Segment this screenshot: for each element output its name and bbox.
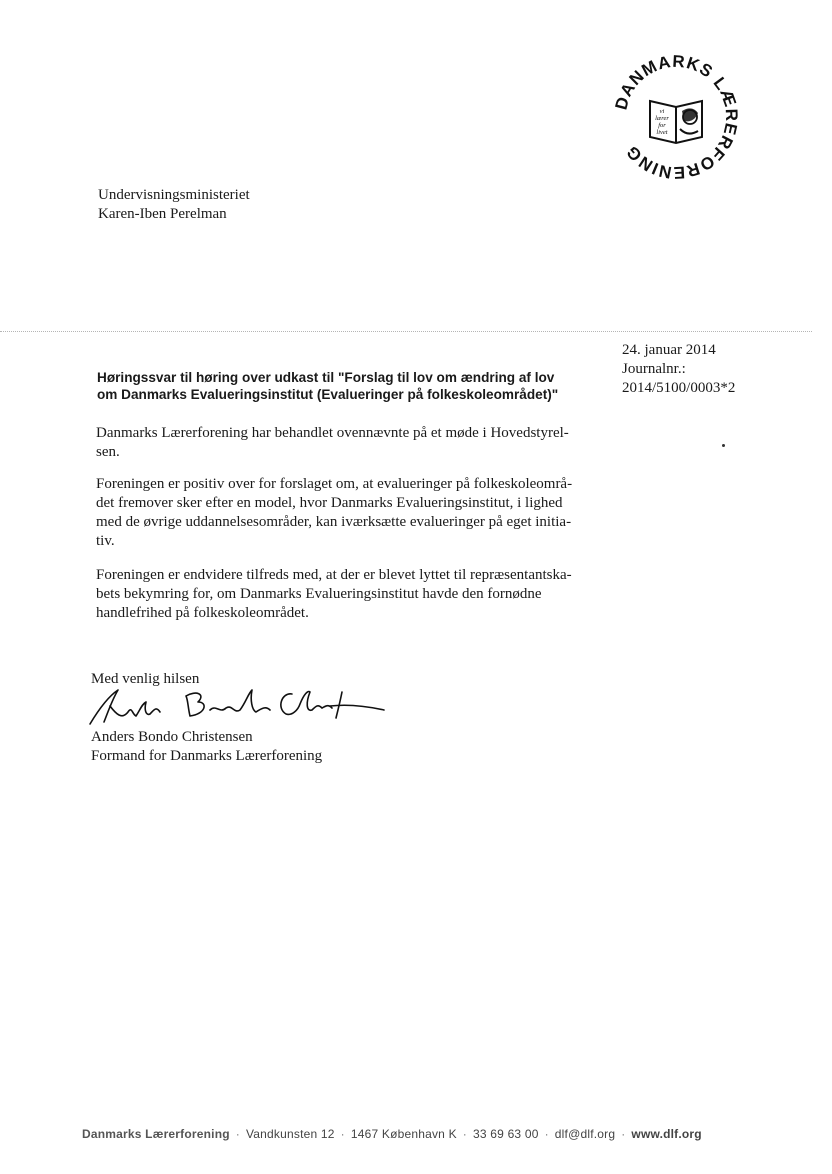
footer-separator: · bbox=[235, 1127, 240, 1141]
recipient-person: Karen-Iben Perelman bbox=[98, 206, 227, 222]
organization-logo bbox=[612, 53, 740, 181]
journal-number: 2014/5100/0003*2 bbox=[622, 380, 736, 396]
logo-book-word-3: for bbox=[658, 122, 666, 129]
recipient-organization: Undervisningsministeriet bbox=[98, 187, 250, 203]
letter-footer bbox=[82, 1127, 702, 1141]
closing-greeting: Med venlig hilsen bbox=[91, 671, 200, 687]
journal-label: Journalnr.: bbox=[622, 361, 686, 377]
footer-city: 1467 København K bbox=[350, 1127, 457, 1141]
paragraph-line: sen. bbox=[96, 444, 120, 460]
footer-organization: Danmarks Lærerforening bbox=[82, 1127, 230, 1141]
subject-line-2: om Danmarks Evalueringsinstitut (Evalueringer på folkeskoleområdet)" bbox=[97, 387, 559, 402]
signer-name: Anders Bondo Christensen bbox=[91, 729, 253, 745]
signature-graphic bbox=[86, 684, 386, 728]
paragraph-line: med de øvrige uddannelsesområder, kan iværksætte evalueringer på eget initia- bbox=[96, 514, 572, 530]
footer-address: Vandkunsten 12 bbox=[245, 1127, 335, 1141]
logo-ring-text: DANMARKS LÆRERFORENING bbox=[612, 53, 740, 181]
signer-title: Formand for Danmarks Lærerforening bbox=[91, 748, 323, 764]
footer-separator: · bbox=[621, 1127, 626, 1141]
paragraph-line: handlefrihed på folkeskoleområdet. bbox=[96, 605, 309, 621]
logo-book-word-1: vi bbox=[659, 108, 665, 115]
handwritten-signature bbox=[86, 684, 386, 728]
paragraph-line: tiv. bbox=[96, 533, 115, 549]
paragraph-line: Foreningen er endvidere tilfreds med, at der er blevet lyttet til repræsentantska- bbox=[96, 567, 572, 583]
paragraph-line: Foreningen er positiv over for forslaget om, at evalueringer på folkeskoleområ- bbox=[96, 476, 573, 492]
paragraph-line: Danmarks Lærerforening har behandlet ovennævnte på et møde i Hovedstyrel- bbox=[96, 425, 569, 441]
signer-block bbox=[91, 728, 322, 766]
letter-date: 24. januar 2014 bbox=[622, 342, 716, 358]
footer-email: dlf@dlf.org bbox=[554, 1127, 616, 1141]
footer-website: www.dlf.org bbox=[631, 1127, 702, 1141]
body-paragraph-3 bbox=[96, 566, 596, 623]
body-paragraph-2 bbox=[96, 475, 596, 551]
logo-seal-graphic bbox=[612, 53, 740, 181]
letter-subject bbox=[97, 369, 597, 403]
paragraph-line: bets bekymring for, om Danmarks Evalueringsinstitut havde den fornødne bbox=[96, 586, 542, 602]
recipient-block bbox=[98, 186, 250, 224]
subject-line-1: Høringssvar til høring over udkast til "Forslag til lov om ændring af lov bbox=[97, 370, 555, 385]
body-paragraph-1 bbox=[96, 424, 596, 462]
footer-separator: · bbox=[544, 1127, 549, 1141]
logo-book-word-4: livet bbox=[656, 129, 668, 136]
footer-separator: · bbox=[340, 1127, 345, 1141]
footer-phone: 33 69 63 00 bbox=[473, 1127, 539, 1141]
letter-meta bbox=[622, 341, 735, 398]
stray-mark bbox=[722, 444, 725, 447]
footer-separator: · bbox=[462, 1127, 467, 1141]
logo-book-word-2: lærer bbox=[655, 115, 669, 122]
paragraph-line: det fremover sker efter en model, hvor Danmarks Evalueringsinstitut, i lighed bbox=[96, 495, 563, 511]
fold-divider bbox=[0, 331, 812, 332]
